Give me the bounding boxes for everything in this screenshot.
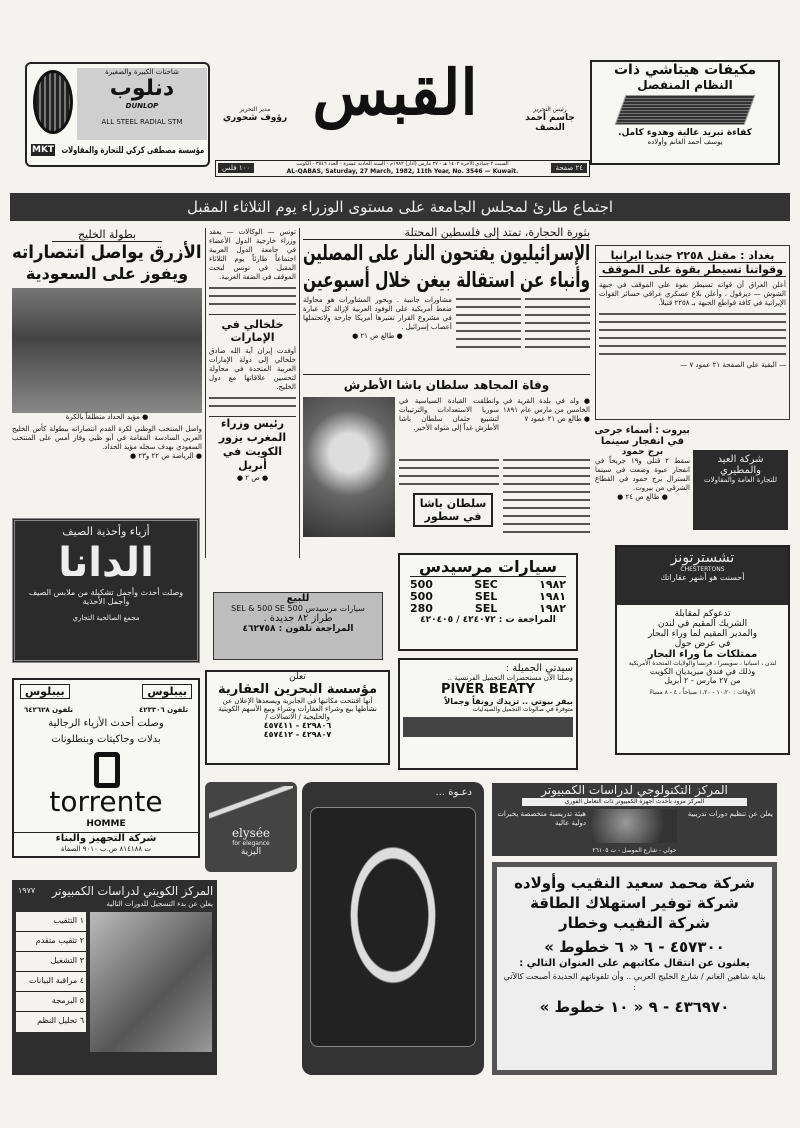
ad-aldana-foot: مجمع الصالحية التجاري — [72, 614, 140, 622]
sports-kicker: بطولة الخليج — [52, 228, 162, 242]
necklace-image — [310, 807, 476, 1047]
sports-caption: ● مؤيد الحداد منطلقاً بالكرة — [65, 413, 149, 421]
fit-text: ٦ تحليل النظم — [37, 1016, 84, 1025]
ad-aldana-brand: الدانا — [58, 540, 154, 586]
mercedes-year: ١٩٨٢ — [539, 602, 566, 615]
mercedes-year: ١٩٨١ — [539, 590, 566, 603]
fit-text: المراجعة تلفون : ٤٦٢٧٥٨ — [242, 624, 354, 634]
khalkhali-text — [209, 395, 296, 411]
mercedes-contact — [400, 615, 576, 625]
chestertons-line: والمدير المقيم لما وراء البحار — [647, 629, 758, 639]
price-badge: ١٠٠ فلس — [218, 163, 254, 173]
torrente-logo-mark — [94, 752, 120, 788]
bahrain-title — [207, 682, 388, 697]
for-sale-line3 — [214, 624, 382, 634]
ad-eid-title: شركة العيد والمطيري — [717, 454, 764, 476]
piver-line1: سيدتي الجميلة : — [505, 663, 573, 674]
fit-text: متوفرة في صالونات التجميل والصيدليات — [472, 706, 573, 713]
main-text-col — [525, 296, 590, 351]
tech-center-right: يعلن عن تنظيم دورات تدريبية — [687, 810, 773, 818]
sports-jump: ● الرياضة ص ٢٢ و٢٣ ● — [130, 452, 202, 460]
fit-text: الإسرائيليون يفتحون النار على المصلين — [302, 241, 590, 265]
sports-headline2 — [12, 264, 202, 284]
ad-aldana-body: وصلت أحدث وأجمل تشكيلة من ملابس الصيف وأجمل الأحذية — [28, 588, 184, 606]
elysee-ar: اليزية — [240, 847, 262, 857]
fit-text: مكيفات هيتاشي ذات — [613, 62, 757, 78]
chestertons-line: لندن ، اسبانيا ، سويسرا ، فرنسا والولايات المتحدة الأمريكية — [628, 660, 777, 667]
ad-dunlop-brand-en: DUNLOP — [125, 102, 159, 110]
mercedes-year: ١٩٨٢ — [539, 578, 566, 591]
morocco-headline: رئيس وزراء المغرب يزور الكويت في أبريل — [209, 416, 296, 473]
bahrain-phone2: ٤٢٩٨٠٧ - ٤٥٧٤١٢ — [263, 730, 332, 739]
fit-text: مؤسسة البحرين العقارية — [218, 682, 377, 697]
fit-text: المركز الكويتي لدراسات الكمبيوتر — [51, 884, 213, 898]
naqeeb-phone2 — [503, 997, 766, 1017]
fit-text: وصلنا الآن مستحضرات التجميل الفرنسية .. — [447, 674, 573, 682]
torrente-sub: HOMME — [86, 819, 126, 829]
masthead-logo: القبس — [312, 56, 478, 129]
morocco-jump: ● ص ٢ ● — [236, 474, 269, 482]
fit-text: شركة محمد سعيد النقيب وأولاده — [514, 874, 755, 892]
naqeeb-line3 — [503, 913, 766, 933]
naqeeb-line1 — [503, 873, 766, 893]
fit-text: المراجعة ت : ٤٢٤٠٧٢ / ٤٢٠٤٠٥ — [420, 615, 556, 625]
ad-bellos — [12, 678, 200, 858]
ad-dunlop-company — [61, 146, 204, 156]
ad-eid-body: للتجارة العامة والمقاولات — [704, 476, 777, 484]
ad-hitachi-title2 — [592, 78, 778, 92]
fit-text: مؤسسة مصطفى كركي للتجارة والمقاولات — [61, 146, 204, 156]
tech-center-title — [492, 783, 777, 798]
ad-hitachi-company — [592, 138, 778, 146]
ad-mercedes — [398, 553, 578, 651]
fit-text: ٤٥٧٣٠٠ - ٦ « ٦ خطوط » — [544, 938, 725, 956]
ad-hitachi — [590, 60, 780, 165]
fit-text: بغداد : مقتل ٢٢٥٨ جنديا ايرانيا — [610, 249, 775, 262]
mercedes-model: 280 — [410, 602, 433, 615]
obituary-story — [303, 374, 590, 544]
ad-piver — [398, 658, 578, 770]
ad-naqeeb — [492, 862, 777, 1075]
date-english — [268, 168, 537, 176]
main-story — [303, 226, 590, 370]
computer-operator-photo — [90, 912, 212, 1052]
obituary-body: وانطلقت القيادة السياسية في سوريا الاستعدادات والترتيبات لتشييع جثمان سلطان باشا الأطرش غداً إلى مثواه الأخير. — [399, 397, 499, 432]
ad-dunlop-tag: ALL STEEL RADIAL STM — [101, 118, 183, 126]
date-arabic — [268, 161, 537, 168]
fit-text: ١ التثقيب — [53, 916, 84, 925]
for-sale-line2: طراز ٨٢ جديدة . — [263, 613, 333, 624]
ad-dunlop-brand: دنلوب — [109, 76, 175, 101]
fit-text: وأنباء عن استقالة بيغن خلال أسبوعين — [302, 268, 590, 292]
naqeeb-line4 — [503, 957, 766, 971]
pages-badge: ٢٤ صفحة — [551, 163, 587, 173]
ad-bellos-company: شركة التجهيز والبناء — [55, 833, 157, 844]
obituary-notes-text — [503, 457, 590, 537]
fit-text: المركز التكنولوجي لدراسات الكمبيوتر — [541, 783, 728, 797]
course-item — [16, 912, 86, 932]
football-photo — [12, 288, 202, 413]
ad-invitation — [302, 782, 484, 1075]
chestertons-line: الشريك المقيم في لندن — [657, 619, 748, 629]
ad-bahrain-realty — [205, 670, 390, 765]
editor-label: رئيس التحرير — [533, 106, 567, 113]
chestertons-line: تدعوكم لمقابلة — [674, 609, 731, 619]
mercedes-model: 500 — [410, 590, 433, 603]
fit-text: بيروت : أسماء جرحى — [594, 425, 690, 436]
piver-brand: PIVER BEATY — [441, 682, 535, 697]
top-banner-headline — [10, 193, 790, 221]
fit-text: يوسف أحمد الغانم وأولاده — [647, 138, 723, 146]
khalkhali-headline: خلخالي في الإمارات — [209, 314, 296, 344]
course-item — [16, 952, 86, 972]
ad-hitachi-title1 — [592, 62, 778, 78]
tire-icon — [33, 70, 73, 134]
mercedes-row — [410, 603, 566, 615]
main-kicker — [303, 226, 590, 240]
fit-text: ٤٣٦٩٧٠ - ٩ « ١٠ خطوط » — [539, 998, 730, 1016]
tech-center-foot — [492, 847, 777, 855]
ad-for-sale — [213, 592, 383, 660]
obituary-text — [399, 457, 499, 487]
fit-text: الأوقات : ١٠،٢٠ - ١،٢٠ صباحاً ، ٤ - ٨ مساءً — [649, 689, 756, 696]
beirut-jump: ● طالع ص ٢٤ ● — [617, 493, 668, 501]
tech-center-left: هيئة تدريسية متخصصة بخبرات دولية عالية — [497, 810, 586, 827]
chestertons-line: ممتلكات ما وراء البحار — [647, 649, 758, 660]
fit-text: الأزرق يواصل انتصاراته — [12, 242, 202, 263]
masthead — [215, 56, 590, 177]
elysee-brand: elysée — [231, 826, 271, 840]
fit-text: بثورة الحجارة، تمتد إلى فلسطين المحتلة — [404, 226, 590, 239]
fit-text: وقواتنا تسيطر بقوة على الموقف — [601, 263, 784, 276]
air-conditioner-image — [615, 95, 756, 125]
fit-text: سيارات مرسيدس 500 SEL & 500 SE — [231, 604, 365, 613]
ad-bellos-line2 — [16, 734, 196, 745]
mercedes-model: 500 — [410, 578, 433, 591]
ad-dunlop-logo: MKT — [32, 145, 55, 155]
fit-text: شركة توفير استهلاك الطاقة — [530, 894, 739, 912]
baghdad-headline2 — [599, 263, 786, 277]
naqeeb-phone1 — [503, 937, 766, 957]
ad-dunlop-top: شاحنات الكبيرة والصغيرة — [105, 68, 179, 76]
sports-headline1 — [12, 242, 202, 264]
chestertons-line — [617, 689, 788, 696]
tunis-text — [209, 285, 296, 309]
chestertons-line: في عرض حول — [674, 639, 731, 649]
beirut-headline2 — [595, 436, 690, 447]
piver-line3 — [403, 697, 573, 706]
ad-bellos-phone1: تلفون ٤٢٣٣٠٦ — [139, 706, 188, 714]
fit-text: وفاة المجاهد سلطان باشا الأطرش — [343, 378, 550, 392]
ad-chestertons — [615, 545, 790, 755]
course-item — [16, 932, 86, 952]
tech-center-sub — [522, 798, 747, 806]
main-jump: ● طالع ص ٢١ ● — [352, 332, 403, 340]
fit-text: ويفوز على السعودية — [25, 264, 189, 283]
managing-editor-name: رؤوف شحوري — [222, 113, 288, 123]
chestertons-sub: أحسنت هو أشهر عقاراتك — [660, 573, 745, 582]
baghdad-text — [599, 311, 786, 361]
piver-line4 — [403, 706, 573, 713]
fit-text: السبت ٢ جمادى الآخرة ١٤٠٢ هـ - ٢٧ مارس (آذار) ١٩٨٢م - السنة الحادية عشرة - العدد ٣٥٤٦ - الكويت — [296, 161, 509, 167]
beirut-headline3: برج حمود — [621, 447, 664, 457]
fit-text: شركة النقيب وخطار — [558, 914, 711, 932]
piver-line2 — [403, 674, 573, 682]
bahrain-body: أنها افتتحت مكاتبها في الجابرية ويسعدها الإعلان عن نشاطها بيع وشراء العقارات وشراء وبيع الأسهم الكويتية والخليجية / الاتصالات / — [218, 697, 377, 721]
naqeeb-line2 — [503, 893, 766, 913]
chestertons-title: تشسترتونز — [670, 550, 735, 566]
ad-hitachi-tag — [592, 128, 778, 138]
fit-text: اجتماع طارئ لمجلس الجامعة على مستوى الوزراء يوم الثلاثاء المقبل — [186, 198, 614, 216]
bahrain-phone1: ٤٢٩٨٠٦ - ٤٥٧٤١١ — [263, 721, 332, 730]
main-text-col — [456, 296, 521, 351]
fit-text: حولي - شارع الموصل - ت ٢٦١٠٥ — [592, 847, 677, 854]
baghdad-story — [595, 245, 790, 420]
pen-image — [209, 786, 293, 822]
obituary-box: سلطان باشا في سطور — [413, 493, 493, 527]
ad-bellos-brand-1: بيبلوس — [142, 684, 192, 699]
for-sale-title: للبيع — [286, 593, 310, 604]
fit-text: المركز مزود بأحدث أجهزة الكمبيوتر ذات التعامل الفوري — [564, 798, 705, 805]
obituary-headline — [303, 378, 590, 392]
mercedes-type: SEL — [474, 590, 498, 603]
fit-text: في انفجار سينما — [600, 436, 685, 447]
course-item — [16, 992, 86, 1012]
fit-text: يعلن عن بدء التسجيل للدورات التالية — [106, 900, 213, 908]
ad-bellos-brand-2: بيبلوس — [20, 684, 70, 699]
ad-kcc-title — [52, 884, 213, 898]
elysee-tag: for elegance — [232, 840, 270, 847]
fit-text: AL-QABAS, Saturday, 27 March, 1982, 11th Year, No. 3546 — Kuwait. — [286, 168, 519, 175]
fit-text: ٢ تثقيب متقدم — [35, 936, 84, 945]
ad-tech-computer-center — [492, 783, 777, 856]
obituary-notes: ● ولد في بلدة القرية في الخامس من مارس عام ١٨٩١ ● طالع ص ٢١ عمود ٧ — [503, 397, 590, 423]
for-sale-line1 — [214, 604, 382, 613]
main-headline1 — [303, 240, 590, 267]
fit-text: بدلات وجاكيتات وبنطلونات — [51, 734, 161, 745]
ad-eid — [693, 450, 788, 530]
chestertons-line: وذلك في فندق ميريديان الكويت — [649, 667, 756, 676]
mercedes-type: SEL — [474, 602, 498, 615]
ad-kcc-sub — [16, 900, 213, 908]
managing-editor-label: مدير التحرير — [239, 106, 271, 113]
fit-text: يعلنون عن انتقال مكاتبهم على العنوان التالي : — [519, 958, 750, 969]
fit-text: بيفر بيوتي .. تزيدك رونقاً وجمالاً — [444, 697, 573, 706]
tunis-story: تونس — الوكالات — يعقد وزراء خارجية الدول الأعضاء في جامعة الدول العربية اجتماعاً طارئاً يوم الثلاثاء المقبل في تونس لبحث الموقف في الضفة الغربية. — [209, 228, 296, 281]
baghdad-headline1 — [599, 249, 786, 263]
tech-center-photo — [592, 809, 677, 843]
sports-story — [12, 228, 202, 513]
ad-kcc-year: ١٩٧٧ — [18, 886, 36, 895]
main-body: مشاورات جانبية . ويحور المشاورات هو محاولة ضغط أمريكية على الوفود العربية لإزالة كل عبارة في مشروع القرار تعتبرها أمريكا جارحة ولاتحتملها أعصاب إسرائيل . — [303, 296, 452, 331]
beirut-headline1 — [595, 425, 690, 436]
piver-footer — [403, 717, 573, 737]
khalkhali-story: أوفدت إيران آية الله صادق خلخالي إلى دولة الإمارات العربية المتحدة في محاولة لتحسين علاقاتها مع دول الخليج. — [209, 347, 296, 391]
ad-bellos-address: ت ٨١٤١٨٨ ص.ب ٩٠١٠ الصفاة — [61, 845, 151, 853]
ad-aldana — [12, 518, 200, 663]
course-item — [16, 972, 86, 992]
beirut-body: سقط ٢ قتلى و١٩ جريحاً في انفجار عبوة وضعت في سينما السترال برج حمود في القطاع الشرقي من بيروت. — [595, 457, 691, 492]
mercedes-title: سيارات مرسيدس — [410, 557, 566, 577]
editor-name: جاسم أحمد النصف — [525, 113, 575, 133]
ad-kuwaiti-computer — [12, 880, 217, 1075]
ad-bellos-phone2: تلفون ٦٤٢٦٢٨ — [24, 706, 73, 714]
column-2 — [205, 228, 300, 558]
main-headline2 — [303, 267, 590, 294]
chestertons-en: CHESTERTONS — [680, 566, 725, 573]
beirut-story — [595, 425, 690, 540]
sports-body: واصل المنتخب الوطني لكرة القدم انتصاراته ببطولة كأس الخليج العربي السادسة المقامة في أبو ظبي وفاز أمس على المنتخب السعودي بهدف سجله مؤيد الحداد. — [12, 425, 202, 451]
fit-text: ٥ البرمجة — [51, 996, 84, 1005]
chestertons-line: من ٢٧ مارس - ٢ أبريل — [664, 676, 741, 685]
ad-aldana-top: أزياء وأحذية الصيف — [62, 525, 150, 538]
sultan-pasha-photo — [303, 397, 395, 537]
baghdad-jump: — البقية على الصفحة ٢١ عمود ٧ — — [680, 361, 786, 369]
course-item — [16, 1012, 86, 1032]
ad-bellos-line1 — [16, 718, 196, 729]
ad-dunlop — [25, 62, 210, 167]
naqeeb-line5: بناية شاهين الغانم / شارع الخليج العربي .. وأن تلفوناتهم الجديدة أصبحت كالآتي : — [503, 972, 766, 992]
torrente-logo: torrente — [49, 785, 163, 818]
ad-elysee — [205, 782, 297, 872]
fit-text: النظام المنفصل — [637, 78, 733, 92]
invitation-title: دعـوة ... — [435, 787, 472, 798]
fit-text: كفاءة تبريد عالية وهدوء كامل. — [618, 128, 752, 138]
fit-text: وصلت أحدث الأزياء الرجالية — [48, 718, 164, 729]
bahrain-pre: تعلن — [289, 672, 306, 682]
baghdad-body: أعلن العراق أن قواته تسيطر بقوة على الموقف في جبهة الشوش — ديزفول ، وأعلن بلاغ عسكري عراقي خسائر القوات الإيرانية في كافة قواطع الجبهة بـ ٢٢٥٨ قتيلاً. — [599, 281, 786, 307]
mercedes-type: SEC — [474, 578, 498, 591]
fit-text: ٤ مراقبة البيانات — [29, 976, 84, 985]
fit-text: ٣ التشغيل — [50, 956, 84, 965]
